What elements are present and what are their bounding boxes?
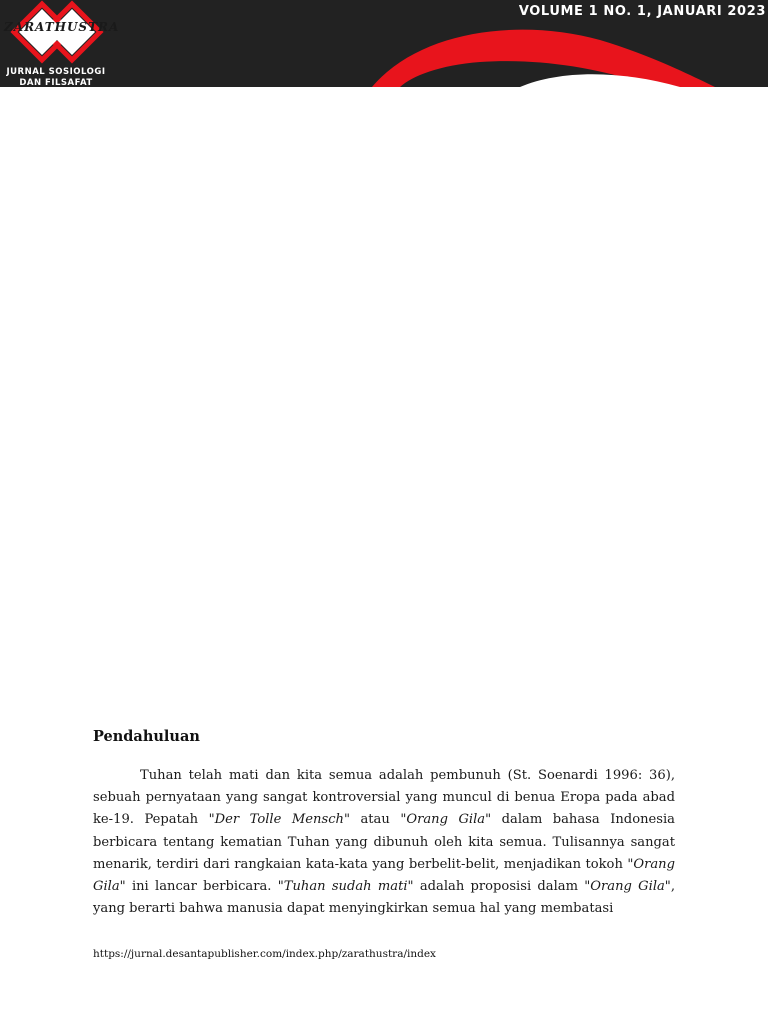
journal-name-line1: JURNAL SOSIOLOGI bbox=[6, 67, 106, 77]
section-heading: Pendahuluan bbox=[93, 728, 200, 745]
text-run-2: atau bbox=[349, 812, 401, 828]
intro-paragraph bbox=[93, 765, 675, 920]
journal-header bbox=[0, 0, 768, 87]
body-paragraph bbox=[93, 765, 675, 920]
text-run-5: adalah proposisi dalam bbox=[413, 879, 585, 895]
italic-der-tolle-mensch: "Der Tolle Mensch" bbox=[208, 812, 350, 828]
text-run-1: Tuhan telah mati dan kita semua adalah pembunuh (St. Soenardi 1996: 36), sebuah pernyataan yang sangat kontroversial yang muncul di benua Eropa pada abad ke-19. Pepatah bbox=[93, 768, 675, 828]
italic-tuhan-sudah-mati: "Tuhan sudah mati" bbox=[277, 879, 414, 895]
italic-orang-gila-2: "Orang Gila" bbox=[93, 856, 675, 895]
italic-orang-gila-3: "Orang Gila" bbox=[584, 879, 671, 895]
italic-orang-gila-1: "Orang Gila" bbox=[400, 812, 492, 828]
text-run-3: dalam bahasa Indonesia berbicara tentang kematian Tuhan yang dibunuh oleh kita semua. Tulisannya sangat menarik, terdiri dari rangkaian kata-kata yang berbelit-belit, menjadikan tokoh bbox=[93, 812, 675, 872]
logo-text: ZARATHUSTRA bbox=[4, 20, 120, 34]
text-run-4: ini lancar berbicara. bbox=[125, 879, 278, 895]
journal-logo bbox=[0, 0, 120, 87]
journal-name-line2: DAN FILSAFAT bbox=[19, 78, 93, 87]
footer-url-link[interactable]: https://jurnal.desantapublisher.com/index.php/zarathustra/index bbox=[93, 948, 436, 960]
volume-issue-label: VOLUME 1 NO. 1, JANUARI 2023 bbox=[518, 4, 766, 19]
text-run-6: , yang berarti bahwa manusia dapat menyingkirkan semua hal yang membatasi bbox=[93, 879, 676, 917]
journal-name bbox=[2, 67, 110, 87]
